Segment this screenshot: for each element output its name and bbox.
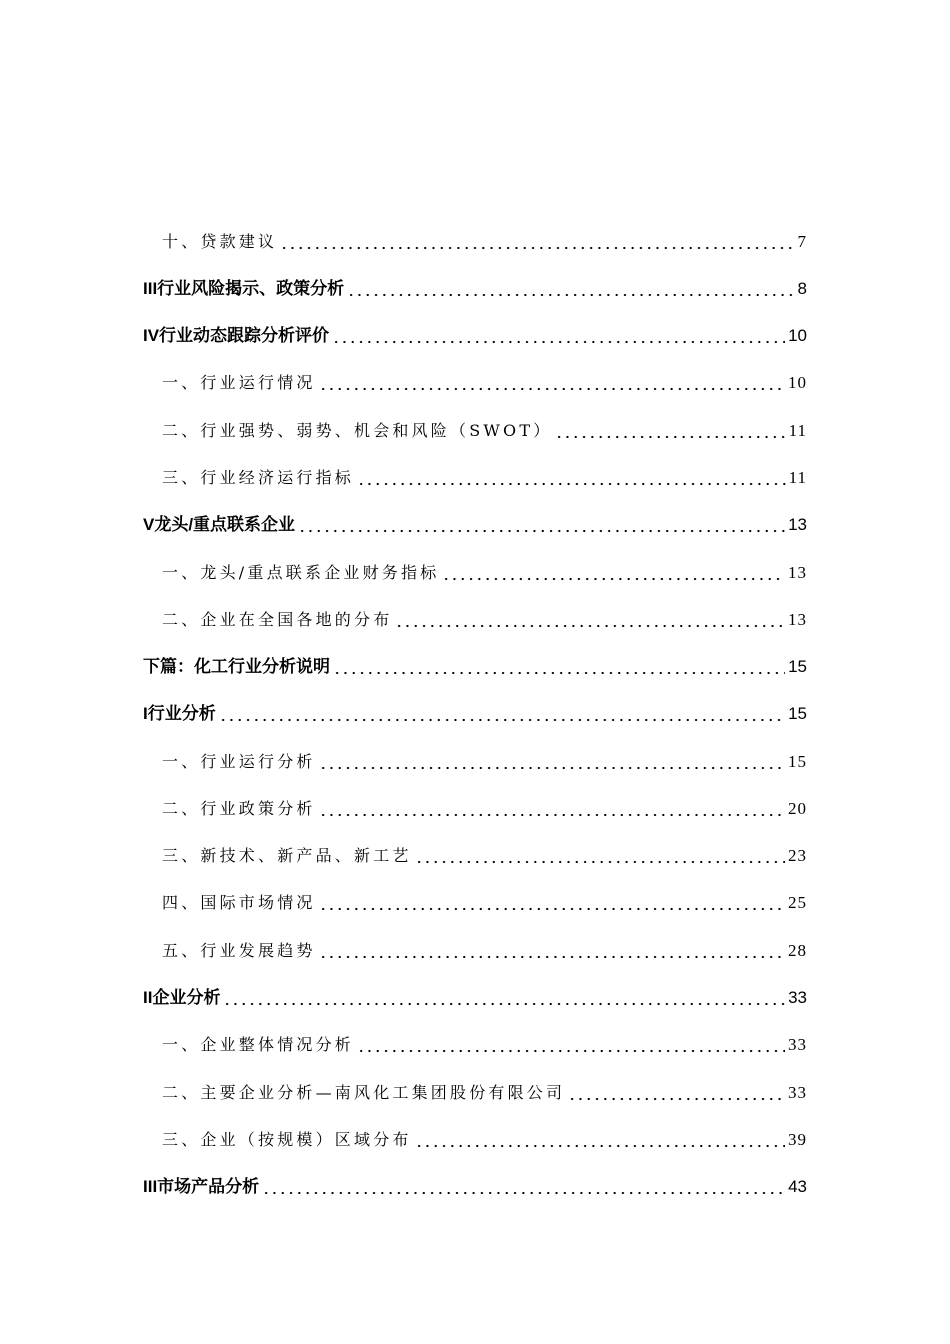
- toc-entry-page: 13: [788, 515, 807, 534]
- toc-entry-page: 15: [788, 704, 807, 723]
- toc-leader-dots: [333, 657, 785, 675]
- toc-entry-title: II企业分析: [143, 988, 221, 1007]
- toc-entry-page: 8: [797, 279, 807, 298]
- toc-entry-page: 11: [788, 468, 807, 487]
- toc-entry[interactable]: [162, 465, 807, 489]
- toc-entry[interactable]: [162, 418, 807, 442]
- toc-entry-page: 23: [788, 846, 807, 865]
- toc-entry-title: I行业分析: [143, 704, 216, 723]
- toc-leader-dots: [223, 988, 785, 1006]
- toc-entry-page: 25: [788, 893, 807, 912]
- toc-leader-dots: [555, 421, 785, 439]
- toc-leader-dots: [319, 373, 785, 391]
- toc-leader-dots: [319, 893, 785, 911]
- toc-entry[interactable]: [162, 938, 807, 962]
- toc-entry-title: 一、行业运行分析: [162, 752, 316, 771]
- toc-entry[interactable]: [143, 654, 807, 678]
- toc-entry[interactable]: [162, 1080, 807, 1104]
- toc-entry-title: V龙头/重点联系企业: [143, 515, 296, 534]
- toc-entry-page: 33: [788, 1035, 807, 1054]
- toc-leader-dots: [319, 941, 785, 959]
- toc-entry-title: 二、主要企业分析—南风化工集团股份有限公司: [162, 1083, 566, 1102]
- toc-leader-dots: [415, 1130, 785, 1148]
- toc-entry-page: 28: [788, 941, 807, 960]
- toc-leader-dots: [280, 232, 794, 250]
- toc-entry-page: 43: [788, 1177, 807, 1196]
- toc-entry-page: 39: [788, 1130, 807, 1149]
- toc-entry-page: 7: [797, 232, 807, 251]
- toc-entry-page: 13: [788, 610, 807, 629]
- toc-entry-page: 33: [788, 1083, 807, 1102]
- toc-entry[interactable]: [162, 749, 807, 773]
- toc-entry-title: 三、行业经济运行指标: [162, 468, 355, 487]
- toc-entry[interactable]: [162, 1032, 807, 1056]
- toc-entry[interactable]: [143, 323, 807, 347]
- toc-leader-dots: [568, 1083, 785, 1101]
- toc-leader-dots: [357, 468, 786, 486]
- toc-leader-dots: [357, 1035, 785, 1053]
- toc-leader-dots: [298, 515, 785, 533]
- toc-leader-dots: [415, 846, 785, 864]
- toc-entry-title: 一、企业整体情况分析: [162, 1035, 355, 1054]
- toc-entry-page: 10: [788, 373, 807, 392]
- toc-leader-dots: [319, 799, 785, 817]
- toc-entry-title: III行业风险揭示、政策分析: [143, 279, 345, 298]
- toc-leader-dots: [219, 704, 785, 722]
- toc-leader-dots: [319, 752, 785, 770]
- toc-entry-page: 11: [788, 421, 807, 440]
- toc-entry-page: 20: [788, 799, 807, 818]
- toc-entry-title: 二、企业在全国各地的分布: [162, 610, 393, 629]
- toc-entry-title: 下篇：化工行业分析说明: [143, 657, 330, 676]
- toc-entry-page: 15: [788, 657, 807, 676]
- toc-leader-dots: [262, 1177, 785, 1195]
- toc-entry-title: 二、行业强势、弱势、机会和风险（SWOT）: [162, 421, 553, 440]
- toc-entry-page: 33: [788, 988, 807, 1007]
- toc-entry[interactable]: [162, 370, 807, 394]
- toc-leader-dots: [332, 326, 785, 344]
- toc-entry-page: 15: [788, 752, 807, 771]
- toc-entry[interactable]: [162, 607, 807, 631]
- toc-entry-title: 三、企业（按规模）区域分布: [162, 1130, 412, 1149]
- toc-entry-title: 五、行业发展趋势: [162, 941, 316, 960]
- toc-entry-title: 三、新技术、新产品、新工艺: [162, 846, 412, 865]
- toc-entry-title: 一、龙头/重点联系企业财务指标: [162, 563, 440, 582]
- toc-entry-page: 10: [788, 326, 807, 345]
- toc-entry-title: 二、行业政策分析: [162, 799, 316, 818]
- toc-entry[interactable]: [162, 890, 807, 914]
- toc-entry[interactable]: [143, 512, 807, 536]
- toc-leader-dots: [395, 610, 785, 628]
- toc-entry[interactable]: [143, 701, 807, 725]
- toc-leader-dots: [347, 279, 794, 297]
- toc-entry[interactable]: [143, 276, 807, 300]
- toc-entry-page: 13: [788, 563, 807, 582]
- toc-entry-title: 四、国际市场情况: [162, 893, 316, 912]
- toc-entry-title: 一、行业运行情况: [162, 373, 316, 392]
- toc-leader-dots: [442, 563, 785, 581]
- toc-entry-title: 十、贷款建议: [162, 232, 278, 251]
- toc-entry[interactable]: [162, 1127, 807, 1151]
- toc-entry[interactable]: [143, 1174, 807, 1198]
- toc-entry[interactable]: [162, 229, 807, 253]
- toc-entry-title: IV行业动态跟踪分析评价: [143, 326, 330, 345]
- toc-entry[interactable]: [162, 796, 807, 820]
- toc-entry[interactable]: [162, 843, 807, 867]
- toc-entry[interactable]: [162, 560, 807, 584]
- toc-entry[interactable]: [143, 985, 807, 1009]
- toc-entry-title: III市场产品分析: [143, 1177, 260, 1196]
